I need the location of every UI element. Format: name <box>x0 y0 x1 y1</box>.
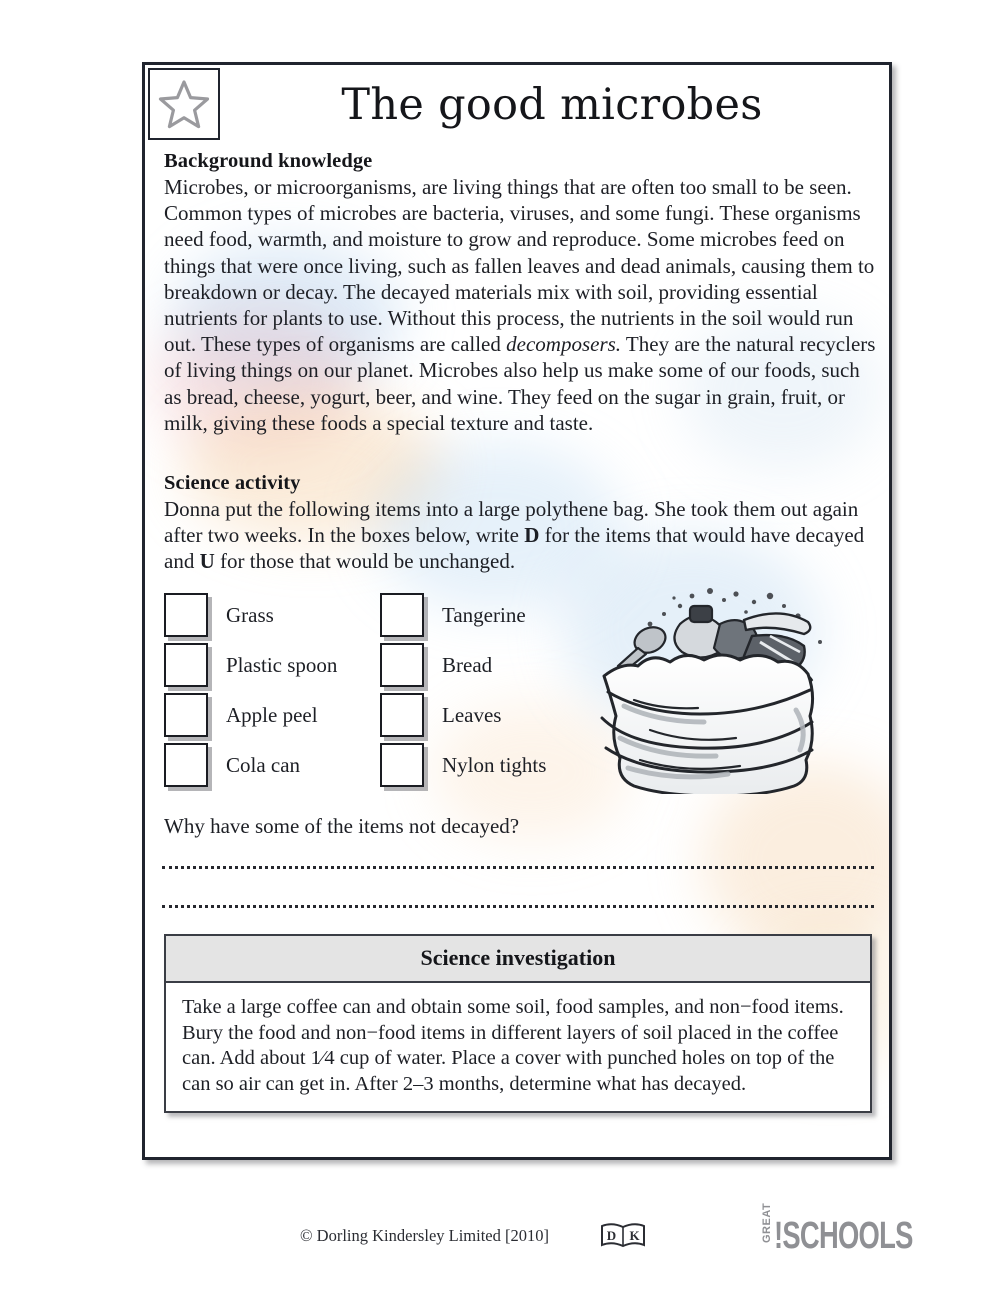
science-investigation-text: Take a large coffee can and obtain some soil, food samples, and non−food items. Bury the food and non−food items in different layers of soil placed in the coffee can. Add about 1⁄4 cup of water. Place a cover with punched holes on top of the can so air can get in. After 2–3 months, determine what has decayed. <box>182 996 844 1095</box>
activity-checkbox-left-2[interactable] <box>164 643 208 687</box>
activity-item-label: Plastic spoon <box>226 652 338 677</box>
activity-checkbox-left-3[interactable] <box>164 693 208 737</box>
activity-item-row <box>164 590 374 640</box>
activity-checkbox-right-3[interactable] <box>380 693 424 737</box>
worksheet-content <box>142 62 890 1158</box>
dk-book-icon <box>600 1220 646 1250</box>
activity-checkbox-left-4[interactable] <box>164 743 208 787</box>
activity-item-column-left <box>164 590 374 790</box>
page-title: The good microbes <box>341 80 763 130</box>
copyright-text: © Dorling Kindersley Limited [2010] <box>300 1226 549 1245</box>
background-knowledge-heading: Background knowledge <box>164 150 373 172</box>
activity-item-label: Nylon tights <box>442 752 547 777</box>
star-icon <box>158 79 210 129</box>
activity-item-row <box>380 690 590 740</box>
science-activity-instructions: Donna put the following items into a large polythene bag. She took them out again after two weeks. In the boxes below, write D for the items that would have decayed and U for those that would be unchanged. <box>164 497 865 574</box>
activity-checkbox-right-2[interactable] <box>380 643 424 687</box>
activity-item-label: Grass <box>226 602 274 627</box>
activity-item-row <box>164 640 374 690</box>
activity-item-label: Leaves <box>442 702 502 727</box>
greatschools-logo <box>760 1202 967 1257</box>
activity-item-label: Tangerine <box>442 602 526 627</box>
background-knowledge-section <box>164 150 876 436</box>
greatschools-wordmark: !SCHOOLS <box>774 1215 913 1257</box>
trash-bag-illustration <box>584 580 832 794</box>
greatschools-prefix: GREAT <box>761 1202 773 1243</box>
activity-item-row <box>380 640 590 690</box>
activity-item-row <box>380 590 590 640</box>
activity-checkbox-left-1[interactable] <box>164 593 208 637</box>
activity-checkbox-right-1[interactable] <box>380 593 424 637</box>
science-activity-heading: Science activity <box>164 472 301 494</box>
dk-logo <box>600 1220 646 1250</box>
svg-text:K: K <box>629 1228 640 1243</box>
science-activity-section <box>164 472 876 575</box>
answer-line-1[interactable] <box>162 866 874 869</box>
activity-item-label: Bread <box>442 652 493 677</box>
activity-item-label: Apple peel <box>226 702 318 727</box>
activity-item-label: Cola can <box>226 752 301 777</box>
background-knowledge-text: Microbes, or microorganisms, are living things that are often too small to be seen. Common types of microbes are bacteria, viruses, and some fungi. These organisms need food, warmth, and moisture to grow and reproduce. Some microbes feed on things that were once living, such as fallen leaves and dead animals, causing them to breakdown or decay. The decayed materials mix with soil, providing essential nutrients for plants to use. Without this process, the nutrients in the soil would run out. These types of organisms are called decomposers. They are the natural recyclers of living things on our planet. Microbes also help us make some of our foods, such as bread, cheese, yogurt, beer, and wine. They feed on the sugar in grain, fruit, or milk, giving these foods a special texture and taste. <box>164 175 876 435</box>
science-investigation-box <box>164 934 872 1113</box>
star-badge <box>148 68 220 140</box>
activity-item-row <box>380 740 590 790</box>
svg-text:D: D <box>606 1228 617 1243</box>
page-footer <box>0 1202 1000 1282</box>
activity-question: Why have some of the items not decayed? <box>164 814 520 838</box>
answer-line-2[interactable] <box>162 905 874 908</box>
activity-checkbox-right-4[interactable] <box>380 743 424 787</box>
activity-item-row <box>164 690 374 740</box>
activity-item-row <box>164 740 374 790</box>
activity-item-column-right <box>380 590 590 790</box>
science-investigation-heading: Science investigation <box>166 936 870 983</box>
